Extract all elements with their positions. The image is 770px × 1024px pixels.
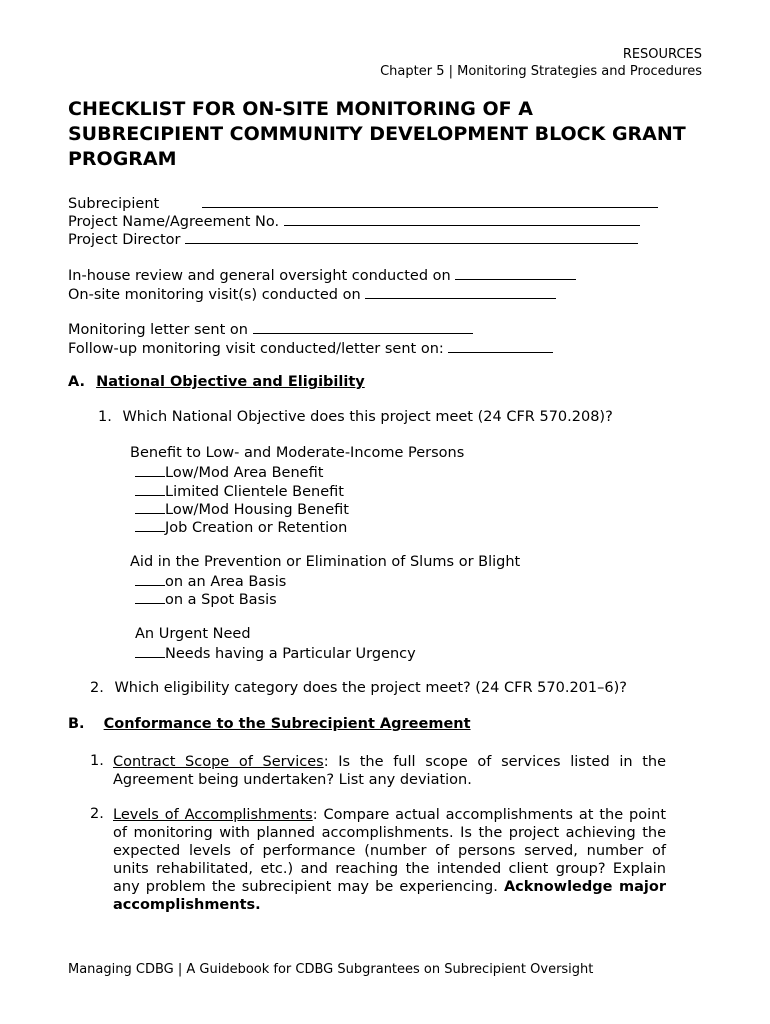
checklist-item-label: Low/Mod Area Benefit	[165, 465, 324, 481]
item-2-text: : Compare actual accomplishments at the point of monitoring with planned accomplishments. Is the project achieving the expected levels of performance (number of persons served, number of units rehabilitated, etc.) and reaching the intended client group? Explain any problem the subrecipient may be experiencing.	[113, 807, 667, 895]
blank-line	[448, 338, 553, 353]
section-a-heading	[68, 374, 365, 390]
question-1	[98, 409, 613, 425]
blank-line	[185, 229, 638, 244]
footer: Managing CDBG | A Guidebook for CDBG Subgrantees on Subrecipient Oversight	[68, 962, 594, 977]
check-blank[interactable]	[135, 500, 165, 514]
field-label: On-site monitoring visit(s) conducted on	[68, 287, 361, 303]
field-project-director	[68, 229, 638, 248]
item-2-label: Levels of Accomplishments	[113, 807, 313, 823]
blank-line	[365, 284, 556, 299]
checklist-item-label: Limited Clientele Benefit	[165, 484, 344, 500]
checklist-item[interactable]	[135, 644, 416, 662]
check-blank[interactable]	[135, 590, 165, 604]
check-blank[interactable]	[135, 644, 165, 658]
item-2-paragraph	[113, 806, 666, 914]
group-slums-title: Aid in the Prevention or Elimination of Slums or Blight	[130, 554, 521, 570]
question-text: Which National Objective does this project meet (24 CFR 570.208)?	[122, 409, 613, 425]
field-followup	[68, 338, 553, 357]
page-title: CHECKLIST FOR ON-SITE MONITORING OF A SUBRECIPIENT COMMUNITY DEVELOPMENT BLOCK GRANT PROGRAM	[68, 98, 686, 170]
checklist-item-label: Low/Mod Housing Benefit	[165, 502, 349, 518]
blank-line	[253, 319, 473, 334]
blank-line	[202, 193, 658, 208]
group-urgent-title: An Urgent Need	[135, 626, 251, 642]
question-number: 1.	[98, 409, 112, 425]
check-blank[interactable]	[135, 463, 165, 477]
field-label: Monitoring letter sent on	[68, 322, 248, 338]
item-2-bold: Acknowledge major accomplishments.	[113, 879, 666, 913]
item-1-number: 1.	[90, 753, 104, 769]
field-label: Project Name/Agreement No.	[68, 214, 280, 230]
field-label: Subrecipient	[68, 196, 160, 212]
field-label: In-house review and general oversight conducted on	[68, 268, 451, 284]
section-title: Conformance to the Subrecipient Agreement	[103, 716, 471, 732]
field-monitoring-letter	[68, 319, 473, 338]
checklist-item-label: on an Area Basis	[165, 574, 287, 590]
question-number: 2.	[90, 680, 104, 696]
check-blank[interactable]	[135, 572, 165, 586]
check-blank[interactable]	[135, 482, 165, 496]
section-letter: B.	[68, 716, 85, 732]
question-text: Which eligibility category does the project meet? (24 CFR 570.201–6)?	[114, 680, 627, 696]
checklist-item-label: on a Spot Basis	[165, 592, 277, 608]
checklist-item-label: Job Creation or Retention	[165, 520, 348, 536]
section-b-heading	[68, 716, 471, 732]
field-project-name	[68, 211, 640, 230]
item-1-label: Contract Scope of Services	[113, 754, 324, 770]
section-title: National Objective and Eligibility	[96, 374, 365, 390]
question-2	[90, 680, 627, 696]
blank-line	[455, 265, 576, 280]
item-2-number: 2.	[90, 806, 104, 822]
checklist-item[interactable]	[135, 572, 286, 590]
field-inhouse-review	[68, 265, 576, 284]
checklist-item[interactable]	[135, 482, 344, 500]
group-lowmod-title: Benefit to Low- and Moderate-Income Persons	[130, 445, 465, 461]
checklist-item[interactable]	[135, 590, 277, 608]
field-onsite-visit	[68, 284, 556, 303]
header-chapter: Chapter 5 | Monitoring Strategies and Procedures	[380, 64, 702, 79]
checklist-item[interactable]	[135, 500, 349, 518]
header-resources: RESOURCES	[622, 47, 702, 62]
field-subrecipient	[68, 193, 658, 212]
blank-line	[284, 211, 640, 226]
checklist-item[interactable]	[135, 463, 323, 481]
checklist-item[interactable]	[135, 518, 347, 536]
item-1-paragraph	[113, 753, 666, 789]
checklist-item-label: Needs having a Particular Urgency	[165, 646, 416, 662]
section-letter: A.	[68, 374, 85, 390]
field-label: Project Director	[68, 232, 181, 248]
check-blank[interactable]	[135, 518, 165, 532]
field-label: Follow-up monitoring visit conducted/letter sent on:	[68, 341, 444, 357]
item-1-text: : Is the full scope of services listed in the Agreement being undertaken? List any deviation.	[113, 754, 667, 788]
